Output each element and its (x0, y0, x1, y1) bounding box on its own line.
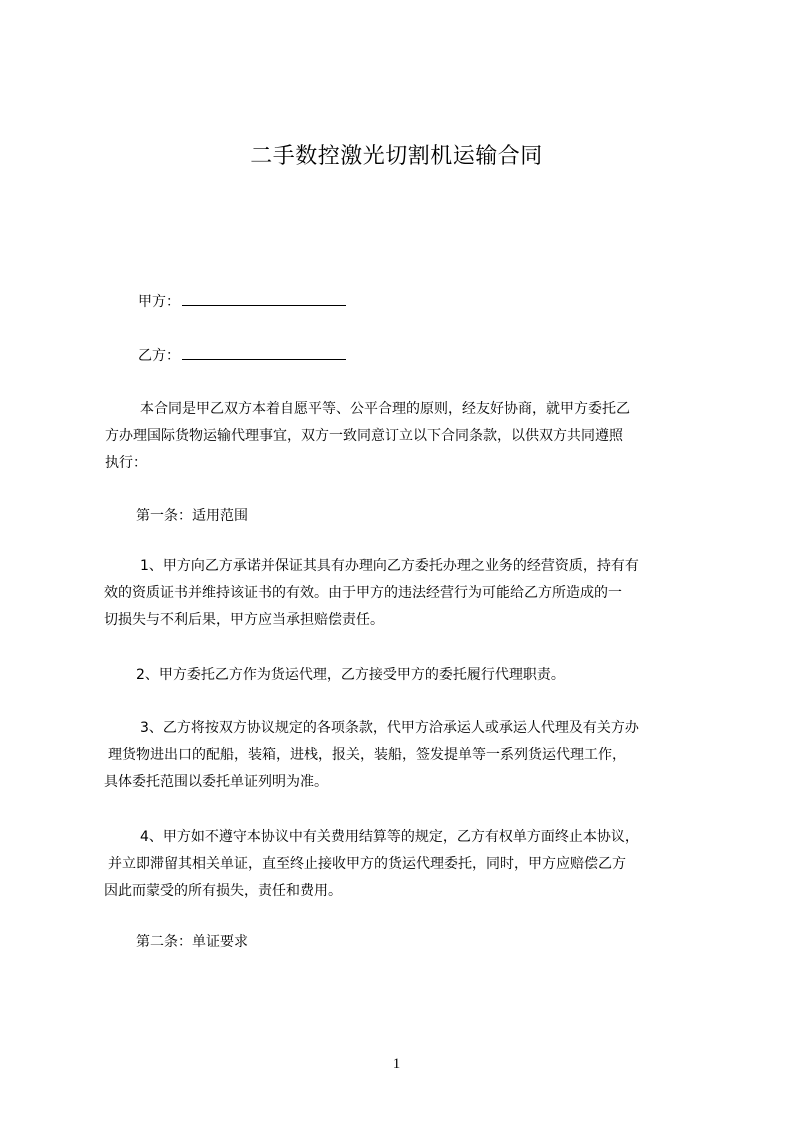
paragraph-line: 因此而蒙受的所有损失，责任和费用。 (104, 883, 342, 899)
paragraph-line: 4、甲方如不遵守本协议中有关费用结算等的规定，乙方有权单方面终止本协议， (140, 829, 639, 845)
paragraph-line: 3、乙方将按双方协议规定的各项条款，代甲方洽承运人或承运人代理及有关方办 (140, 720, 639, 736)
article-2-heading: 第二条：单证要求 (136, 934, 248, 950)
party-b-label: 乙方： (138, 348, 180, 364)
party-a-label: 甲方： (138, 294, 180, 310)
paragraph-line: 效的资质证书并维持该证书的有效。由于甲方的违法经营行为可能给乙方所造成的一 (104, 585, 622, 601)
paragraph-line: 并立即滞留其相关单证，直至终止接收甲方的货运代理委托，同时，甲方应赔偿乙方 (108, 856, 626, 872)
paragraph-line: 方办理国际货物运输代理事宜，双方一致同意订立以下合同条款，以供双方共同遵照 (105, 428, 623, 444)
party-b-blank-line (182, 345, 346, 360)
clause-4 (104, 824, 708, 905)
intro-paragraph (104, 396, 708, 477)
paragraph-line: 1、甲方向乙方承诺并保证其具有办理向乙方委托办理之业务的经营资质，持有有 (140, 558, 639, 574)
party-b-field (138, 345, 346, 366)
paragraph-line: 具体委托范围以委托单证列明为准。 (104, 774, 328, 790)
paragraph-line: 2、甲方委托乙方作为货运代理，乙方接受甲方的委托履行代理职责。 (136, 667, 565, 683)
clause-2 (104, 662, 708, 689)
party-a-field (138, 291, 346, 312)
page-number: 1 (392, 1056, 401, 1072)
paragraph-line: 切损失与不利后果，甲方应当承担赔偿责任。 (104, 612, 384, 628)
clause-1 (104, 553, 708, 634)
paragraph-line: 执行： (105, 455, 147, 471)
article-1-heading: 第一条：适用范围 (136, 508, 248, 524)
document-title: 二手数控激光切割机运输合同 (250, 144, 543, 169)
paragraph-line: 理货物进出口的配船，装箱，进栈，报关，装船，签发提单等一系列货运代理工作， (108, 747, 626, 763)
party-a-blank-line (182, 291, 346, 306)
paragraph-line: 本合同是甲乙双方本着自愿平等、公平合理的原则，经友好协商，就甲方委托乙 (140, 401, 630, 417)
clause-3 (104, 715, 708, 796)
